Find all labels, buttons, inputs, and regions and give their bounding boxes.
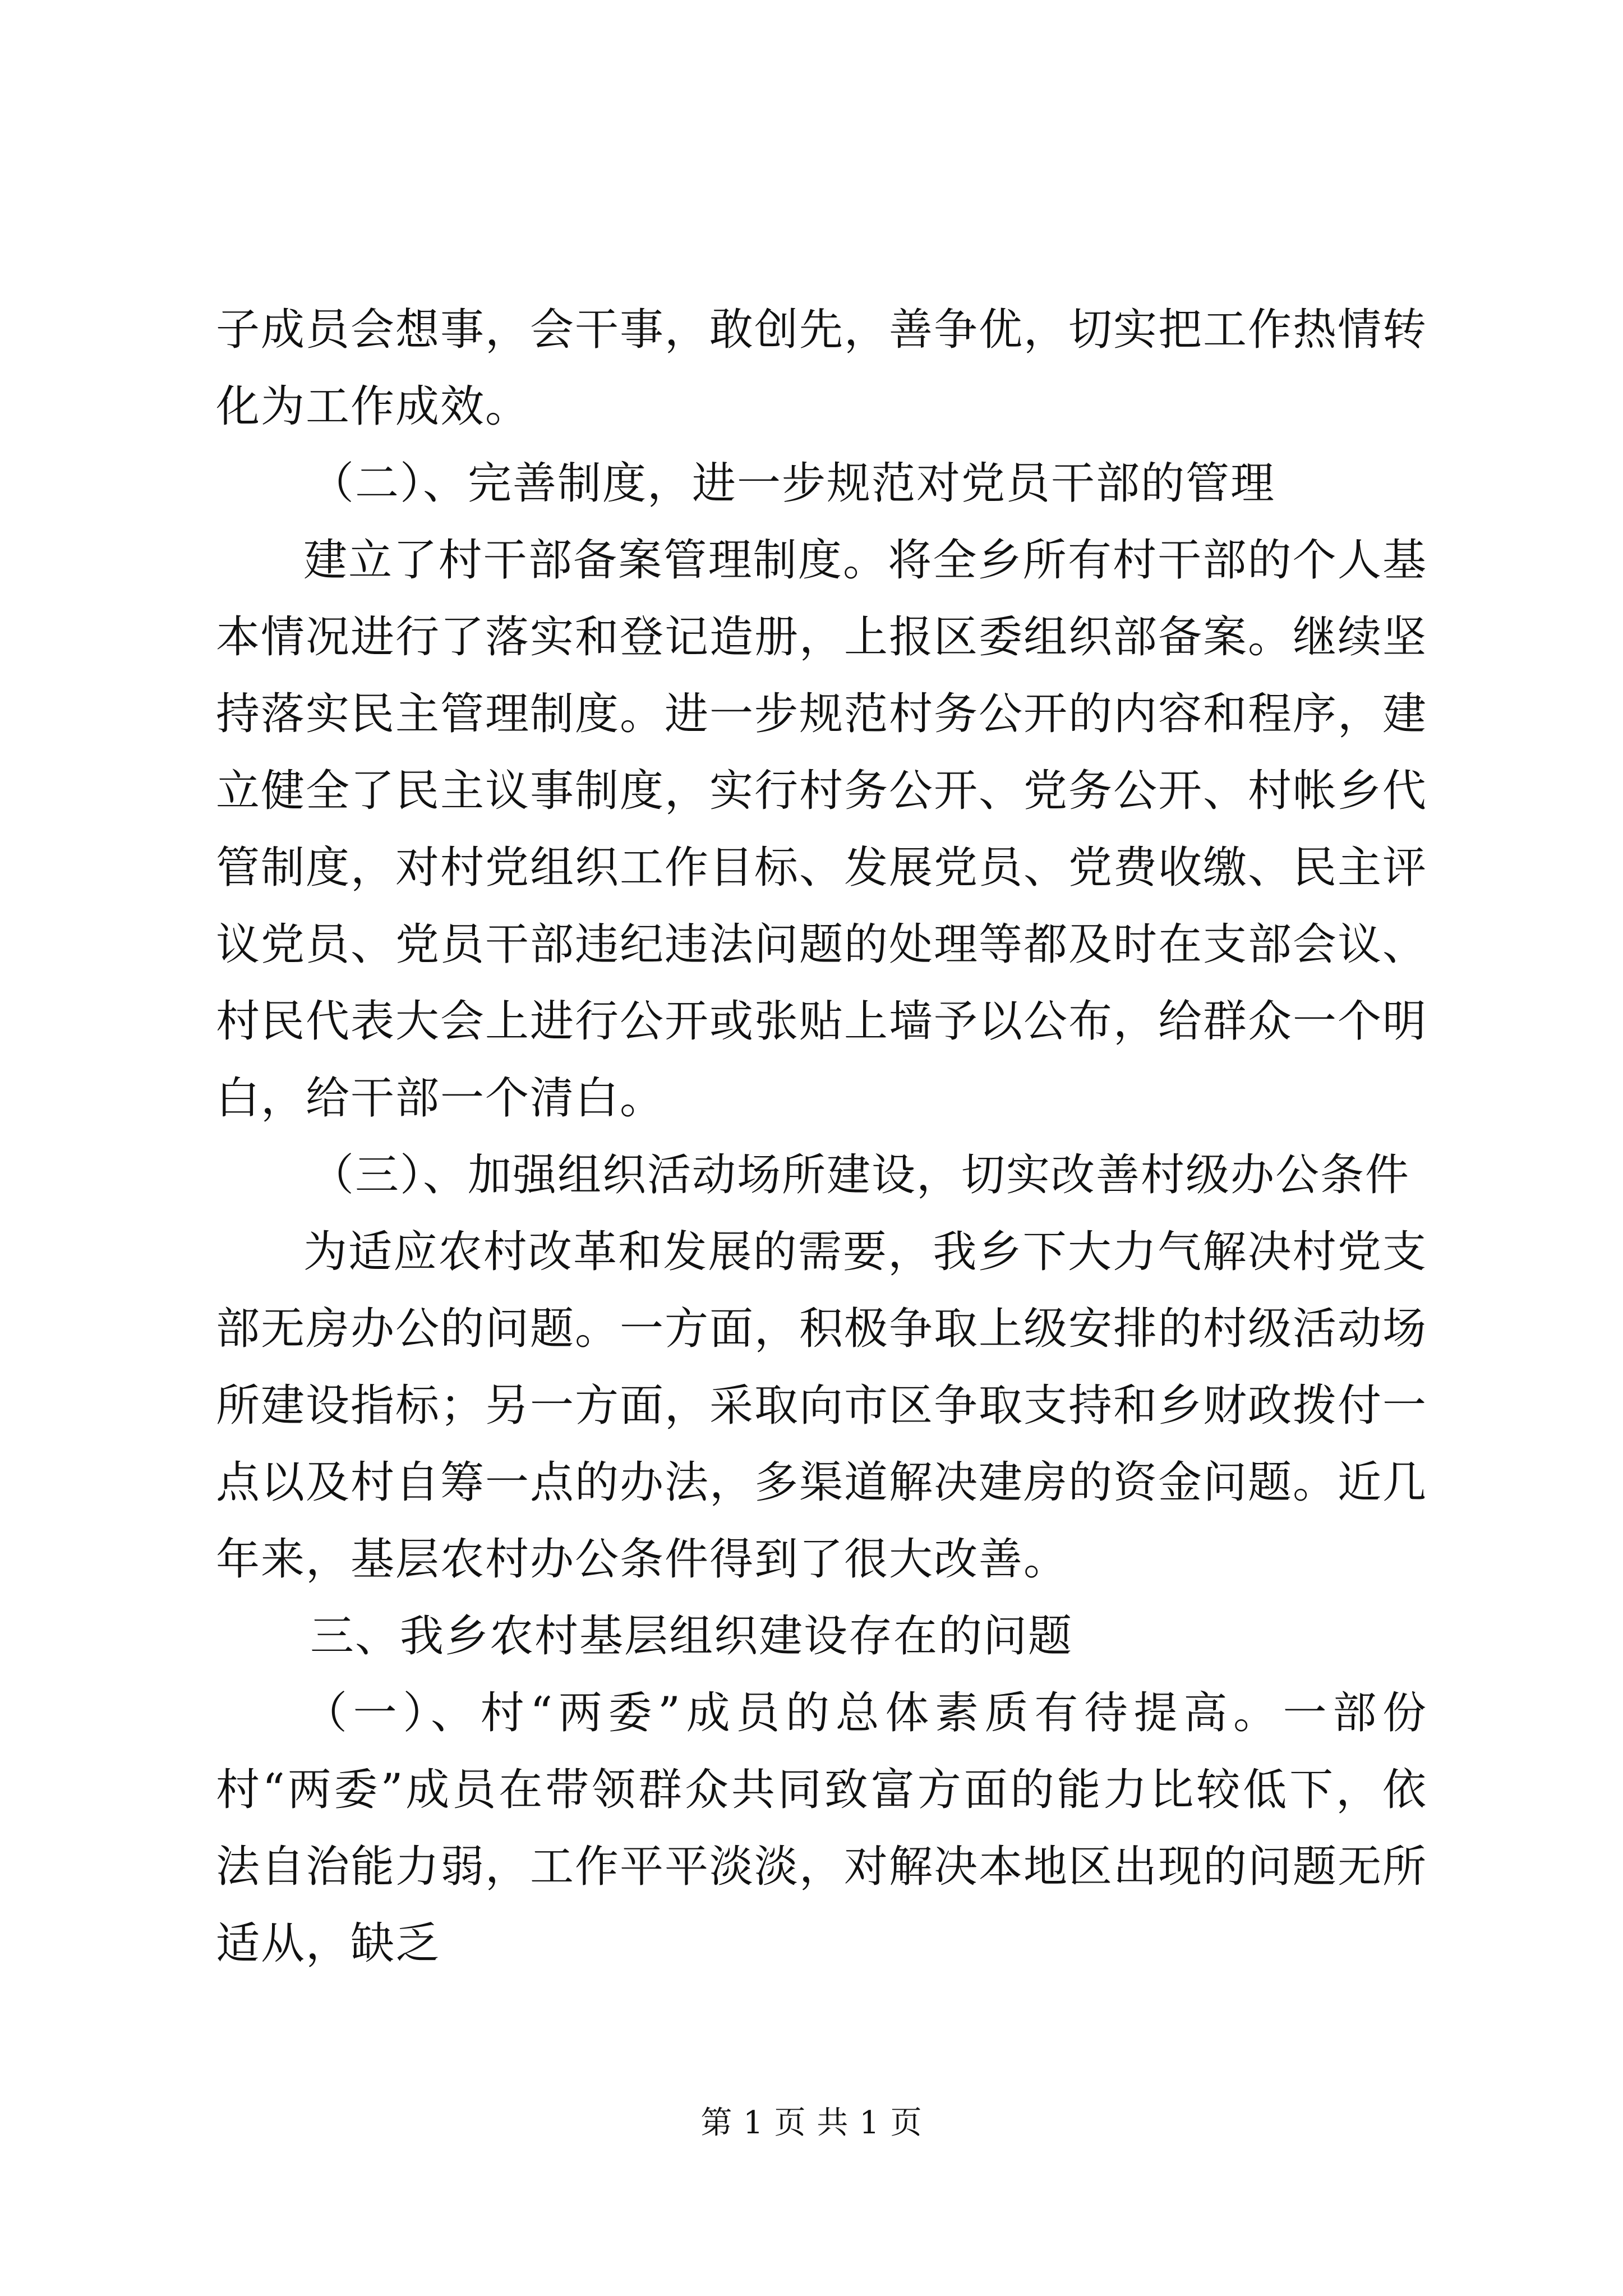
document-body xyxy=(216,292,1427,1982)
subheading-activity-venues: （三）、加强组织活动场所建设，切实改善村级办公条件 xyxy=(310,1150,1410,1200)
subheading-improve-system: （二）、完善制度，进一步规范对党员干部的管理 xyxy=(310,458,1276,509)
paragraph-office-conditions: 为适应农村改革和发展的需要，我乡下大力气解决村党支部无房办公的问题。一方面，积极争取上级安排的村级活动场所建设指标；另一方面，采取向市区争取支持和乡财政拨付一点以及村自筹一点的办法，多渠道解决建房的资金问题。近几年来，基层农村办公条件得到了很大改善。 xyxy=(216,1227,1428,1585)
page-footer xyxy=(0,2098,1623,2143)
section-heading-problems: 三、我乡农村基层组织建设存在的问题 xyxy=(310,1611,1073,1662)
page-number-label: 第 1 页 共 1 页 xyxy=(700,2105,923,2141)
paragraph-continuation: 子成员会想事，会干事，敢创先，善争优，切实把工作热情转化为工作成效。 xyxy=(216,305,1428,432)
paragraph-committee-quality: （一）、村“两委”成员的总体素质有待提高。一部份村“两委”成员在带领群众共同致富方面的能力比较低下，依法自治能力弱，工作平平淡淡，对解决本地区出现的问题无所适从，缺乏 xyxy=(216,1688,1428,1969)
paragraph-cadre-management: 建立了村干部备案管理制度。将全乡所有村干部的个人基本情况进行了落实和登记造册，上报区委组织部备案。继续坚持落实民主管理制度。进一步规范村务公开的内容和程序，建立健全了民主议事制度，实行村务公开、党务公开、村帐乡代管制度，对村党组织工作目标、发展党员、党费收缴、民主评议党员、党员干部违纪违法问题的处理等都及时在支部会议、村民代表大会上进行公开或张贴上墙予以公布，给群众一个明白，给干部一个清白。 xyxy=(216,535,1428,1124)
